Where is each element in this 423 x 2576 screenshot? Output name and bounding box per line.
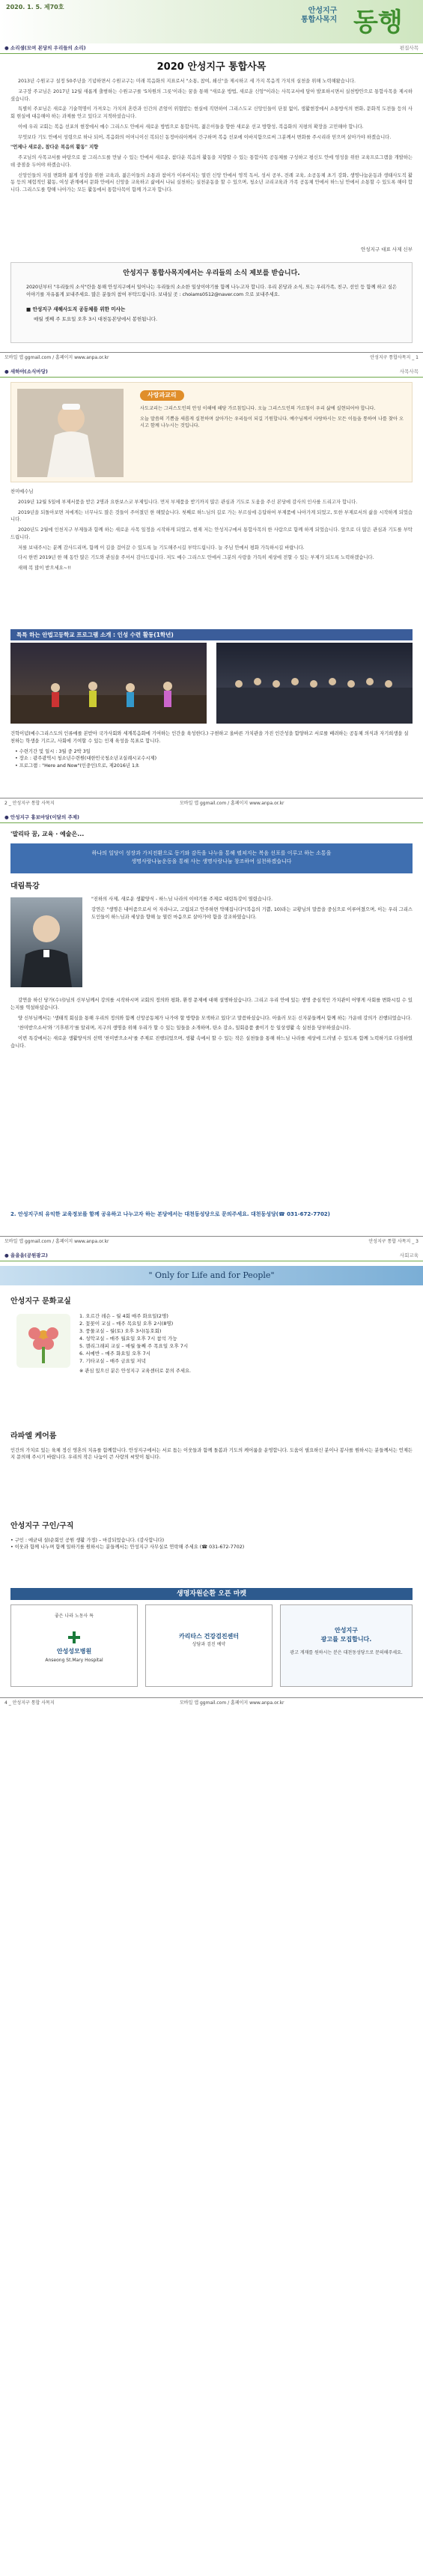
hospital-cross-icon	[11, 1630, 137, 1647]
paragraph: 2019년 12월 5일에 부제서품을 받은 2명과 요한보스코 부제입니다. 먼저 부제품을 받기까지 많은 관심과 기도로 도움을 주신 본당에 감사의 인사를 드리고자 합니다.	[18, 499, 358, 505]
recruit-section	[10, 1521, 413, 1581]
issue-number: 2020. 1. 5. 제70호	[6, 4, 64, 10]
publisher-name	[301, 7, 337, 25]
footer-center: 모바일 앱 ggmail.com / 홈페이지 www.anpa.or.kr	[180, 801, 284, 806]
market-title: 생명자원순환 오픈 마켓	[10, 1588, 413, 1600]
flower-icon	[16, 1314, 70, 1368]
ad-headline: 광고를 모집합니다.	[320, 1636, 372, 1643]
program-title: 특특 하는 안법고등학교 프로그램 소개 : 인성 수련 활동(1학년)	[10, 629, 413, 640]
notice-highlight-2: 매월 셋째 주 토요일 오후 3시 대천동본당에서 봉헌됩니다.	[34, 315, 158, 322]
raphael-careroom	[10, 1431, 413, 1513]
notice-body: 2020년부터 "우리들의 소식"란을 통해 안성지구에서 일어나는 우리들의 소소한 일상이야기를 함께 나누고자 합니다. 우리 본당과 소식, 또는 우리가족, 친구, 선인 등 함께 하고 싶은 이야기를 자유롭게 보내주세요. 많은 분들의 참여 부탁드립니다. 보내실 곳 : choiams0512@naver.com 으로 보내주세요.	[26, 284, 397, 297]
ad-tagline: 상담과 검진 예약	[192, 1642, 226, 1648]
section-bar-1	[0, 43, 423, 54]
culture-item: 2. 꽃꽂이 교실 – 매주 목요일 오후 2시(8명)	[79, 1321, 174, 1327]
theme-banner	[10, 843, 413, 873]
pope-figure-icon	[17, 389, 124, 477]
program-item: • 프로그램 : "Here and Now"(인중인)으로, 제2016년 1초	[15, 763, 140, 769]
page-footer	[0, 352, 423, 362]
pope-photo	[17, 389, 124, 477]
banner-line-1: 하나의 일당이 성장과 가치전환으로 동기와 감독을 나누을 통해 펼쳐지는 복음 선포를 이루고 하는 소통을	[91, 850, 332, 856]
program-details	[10, 748, 413, 770]
footer-left: 모바일 앱 ggmail.com / 홈페이지 www.anpa.or.kr	[4, 355, 109, 360]
program-photo-2	[216, 643, 413, 724]
culture-item: 5. 캘리그래피 교실 – 매월 둘째 주 목요일 오후 7시	[79, 1343, 189, 1350]
ad-subname: Anseong St.Mary Hospital	[45, 1657, 103, 1663]
notice-highlight: ■ 안성지구 새해사도직 공동체를 위한 미사는	[26, 306, 126, 313]
stage-performance-icon	[10, 643, 207, 724]
paragraph: 2013년 수원교구 설정 50주년을 기념하면서 수원교구는 미래 복음화의 지표로서 "소통, 참여, 쇄신"을 제시하고 세 가지 복음적 가치의 실천을 위해 노력해왔습니다.	[18, 79, 356, 84]
lecture-heading: 대림특강	[10, 882, 40, 891]
careroom-body: 인간의 가치로 있는 육체 정신 영혼의 치유를 함께합니다. 안성지구에서는 서로 돕는 이웃들과 함께 돌봄과 기도의 케어룸을 운영합니다. 도움이 필요하신 분이나 봉사를 원하시는 분들께서는 언제든지 문의해 주시기 바랍니다. 우리의 작은 나눔이 큰 사랑의 씨앗이 됩니다.	[10, 1447, 413, 1461]
theme-title: '말리타 꿈, 교육 · 예술은...	[10, 831, 85, 837]
culture-note: ※ 관심 있으신 분은 안성지구 교육센터로 문의 주세요.	[79, 1369, 192, 1375]
logo: 동행	[353, 7, 403, 37]
signature: 안성지구 대표 사제 신부	[361, 246, 413, 252]
notice-title: 안성지구 통합사목지에서는 우리들의 소식 제보를 받습니다.	[123, 270, 300, 277]
paragraph: 강연을 하신 당가(수녀)님의 신부님께서 강의를 시작하시며 교회의 정의와 평화, 환경 문제에 대해 설명하셨습니다. 그리고 우리 안에 있는 생명 중심적인 가치관이 어떻게 사회를 변화시킬 수 있는지를 역설하셨습니다.	[10, 998, 413, 1010]
footer-left: 4 _ 안성지구 통합 사목지	[4, 1700, 55, 1706]
recruit-item: • 이웃과 함께 나누며 함께 일하기를 원하시는 분들께서는 안성지구 사무실로 연락해 주세요 (☎ 031-672-7702)	[10, 1545, 245, 1551]
motto-banner: " Only for Life and for People"	[0, 1266, 423, 1285]
speaker-photo	[10, 897, 82, 987]
page-footer	[0, 798, 423, 807]
ad-checkup-center[interactable]	[145, 1604, 273, 1687]
ad-name: 안성성모병원	[56, 1648, 92, 1655]
paragraph: 양 신부님께서는 '생태적 회심을 통해 우리의 정의와 함께 신앙공동체가 나가야 할 방향을 모색하고 있다'고 말씀하셨습니다. 아울러 모든 신자분들께서 함께 하는 가운데 강의가 진행되었습니다.	[18, 1015, 412, 1021]
article-body	[10, 78, 413, 197]
paragraph: 새해 복 많이 받으세요~!!	[18, 566, 72, 571]
recruit-heading: 안성지구 구인/구직	[10, 1522, 74, 1530]
footer-right: 안성지구 통합사목지 _ 1	[370, 355, 419, 360]
section-bar-3	[0, 813, 423, 823]
saint-box	[10, 382, 413, 482]
section-label: ● 소리샘(모여 본당의 우리들의 소리)	[4, 45, 86, 51]
masthead	[0, 0, 423, 43]
deacon-letter	[10, 488, 413, 575]
paragraph: 다시 한번 2019년 한 해 동안 많은 기도와 관심을 주셔서 감사드립니다. 저도 예수 그리스도 안에서 그분의 사랑을 가득히 세상에 전할 수 있는 부제가 되도록 노력하겠습니다.	[18, 555, 374, 561]
ad-hospital[interactable]	[10, 1604, 138, 1687]
lecture-article	[10, 881, 413, 1195]
footer-left: 2 _ 안성지구 통합 사목지	[4, 801, 55, 806]
recruit-item: • 구인 : 에균내 설(순회인 공원 생활 가정) – 마감되었습니다. (감사합니다)	[10, 1537, 165, 1543]
paragraph: 주교님의 사목교서를 바탕으로 참 그리스도를 만날 수 있는 안에서 새로운, 참다운 복음의 활동을 지향할 수 있는 통합사목 공동체를 구성하고 평신도 안에 영성을 위한 교육프로그램을 개발하는데 중점을 두어야 하겠습니다.	[10, 155, 413, 168]
program-photos	[10, 643, 413, 724]
culture-class	[10, 1296, 413, 1423]
info-callout: 2. 안성지구의 유익한 교육정보를 함께 공유하고 나누고자 하는 본당에서는 대천동성당으로 문의주세요. 대천동성당(☎ 031-672-7702)	[10, 1211, 330, 1217]
publisher-line-1: 안성지구	[308, 7, 338, 15]
lecture-intro	[91, 896, 413, 924]
page-title: 2020 안성지구 통합사목	[156, 61, 267, 73]
culture-item: 1. 오르간 레슨 – 월 4회 매주 화요일(2명)	[79, 1313, 168, 1319]
lecture-body	[10, 997, 413, 1053]
paragraph: 이에 우리 교회는 복음 선포의 현장에서 예수 그리스도 안에서 새로운 방법으로 통합사목, 젊은이들을 향한 새로운 선교 방향성, 복음화의 지평의 확장을 고민해야 합니다.	[18, 124, 364, 130]
culture-item: 3. 풍물교실 – 월(토) 오후 3시(동호회)	[79, 1328, 162, 1335]
page-footer	[0, 1697, 423, 1707]
paragraph: 강연은 "생명은 내어줌으로서 이 자라나고, 고립되고 안주하면 약해집니다"(복음의 기쁨, 10)라는 교황님의 말씀을 중심으로 이루어졌으며, 이는 우리 그리스도인들이 하느님과 세상을 향해 늘 열린 마음으로 살아가야 함을 강조하였습니다.	[91, 906, 413, 920]
culture-heading: 안성지구 문화교실	[10, 1297, 71, 1306]
banner-line-2: 생명사랑나눔운동을 통해 사는 생명사랑나눔 창조하여 실천하겠습니다	[131, 858, 292, 865]
culture-item: 7. 기타교실 – 매주 금요일 저녁	[79, 1358, 146, 1365]
quote-paragraph: 사도교리는 그리스도인의 안성 이해에 해당 가르침입니다. 오늘 그리스도인의 가르침이 우리 삶에 실현되어야 합니다.	[140, 406, 376, 411]
culture-item: 4. 성악교실 – 매주 월요일 오후 7시 참석 가능	[79, 1336, 177, 1342]
ad-recruit[interactable]	[280, 1604, 413, 1687]
paragraph: "진하의 사제, 새로운 생활양식 - 하느님 나라의 이야기를 주제로 대림특강이 열렸습니다.	[91, 897, 273, 902]
section-bar-4	[0, 1251, 423, 1261]
notice-box	[10, 262, 413, 343]
quote-paragraph: 오늘 말씀의 기쁨을 새롭게 실천하며 살아가는 우리들이 되길 기원합니다. 예수님께서 사랑하시는 모든 이들을 통하여 나를 찾아 오시고 함께 나누시는 것입니다.	[140, 416, 404, 429]
program-description	[10, 730, 413, 770]
culture-item: 6. 서예반 – 매주 화요일 오후 7시	[79, 1351, 151, 1357]
program-item: • 장소 : 광주광역시 청소년수련원(대한민국청소년교실례시교수시제)	[15, 756, 157, 762]
letter-greeting: 찬미예수님	[10, 489, 34, 494]
paragraph: 이번 특강에서는 새로운 생활양식의 선택 '찬미받으소서'를 주제로 진행되었으며, 생활 속에서 할 수 있는 작은 실천들을 통해 하느님 나라를 세상에 드러낼 수 있도록 함께 노력하기로 다짐하였습니다.	[10, 1036, 413, 1049]
paragraph: 교구장 주교님은 2017년 12월 새롭게 출범하는 수원교구를 '5차원의 그릇'이라는 꿈을 통해 "새로운 방법, 새로운 신앙"이라는 사목교서에 담아 발표하시면서 실천방안으로 통합사목을 제시하셨습니다.	[10, 88, 413, 102]
ad-tagline: 좋은 나라 노동사 특	[54, 1613, 94, 1619]
paragraph: 저를 보내주시는 분께 감사드리며, 함께 이 길을 걸어갈 수 있도록 늘 기도해주시길 부탁드립니다. 늘 주님 안에서 평화 가득하시길 바랍니다.	[18, 545, 305, 551]
program-item: • 수련기간 및 일시 : 3월 중 2박 3일	[15, 748, 91, 754]
ad-name: 카리타스 건강검진센터	[178, 1633, 240, 1640]
section-bar-2	[0, 367, 423, 378]
group-photo-icon	[216, 643, 413, 724]
ad-name: 안성지구	[335, 1627, 358, 1634]
paragraph: 특별히 주보님은 새로운 기술혁명이 가져오는 가치의 혼란과 인간의 존엄이 위협받는 현실에 직면하여 그리스도교 신앙인들이 단절 없이, 생활현장에서 소통방식의 변화, 문화적 도전들 등의 사회 현실에 대응해야 하는 과제를 안고 있다고 지적하셨습니다.	[10, 106, 413, 119]
program-photo-1	[10, 643, 207, 724]
paragraph: '찬미받으소서'와 '기후위기'를 알리며, 지구의 생명을 위해 우리가 할 수 있는 일들을 소개하며, 탄소 감소, 일회용품 줄이기 등 일상생활 속 실천을 당부하셨습니다.	[18, 1025, 351, 1031]
speaker-portrait-icon	[10, 897, 82, 987]
paragraph: 2020년도 2월에 인천지구 부제들과 함께 하는 새로운 사목 일정을 시작하게 되었고, 현재 저는 안성지구에서 통합사목의 한 사람으로 함께 하게 되었습니다. 앞으로 더 많은 관심과 기도를 부탁드립니다.	[10, 527, 413, 540]
paragraph: 신앙인들의 자질 변화와 젊게 성장을 위한 교육과, 젊은이들의 소통과 참여가 이루어지는 열린 신앙 안에서 영적 독서, 성서 공부, 전례 교육, 소공동체 초기 강화, 생명나눔운동과 생태사도직 활동 등의 체험적인 활동, 여성 관계에서 문화 안에서 신앙을 교육하고 삶에서 나눠 실천하는 실천운동을 할 수 있으며, 청소년 교리교육과 가족 공동체 안에서 하느님 안에서 소통할 수 있도록 해야 합니다. 그리스도를 향해 나아가는 모든 활동에서 통합사목이 함께 가고자 합니다.	[10, 172, 413, 193]
page-footer	[0, 1236, 423, 1246]
section-category: 사회교육	[399, 1252, 419, 1258]
footer-left: 모바일 앱 ggmail.com / 홈페이지 www.anpa.or.kr	[4, 1239, 109, 1244]
paragraph: "언제나 새로운, 참다운 복음의 활동" 지향	[10, 145, 99, 151]
ad-note: 광고 게재를 원하시는 분은 대천동성당으로 문의해주세요.	[290, 1649, 403, 1655]
section-label: ● 을을을(공원광고)	[4, 1252, 48, 1258]
saint-quote	[140, 405, 404, 433]
culture-list	[79, 1312, 409, 1375]
publisher-line-2: 통합사목지	[301, 16, 338, 24]
paragraph: 2019년을 되돌아보면 저에게는 너무나도 많은 것들이 주어졌던 한 해였습니다. 첫째로 하느님의 길로 가는 부르심에 응답하여 부제품에 나아가게 되었고, 또한 부제로서의 삶을 시작하게 되었습니다.	[10, 509, 413, 523]
section-label: ● 새하야(소식마당)	[4, 369, 48, 375]
careroom-heading: 라파엘 케어룸	[10, 1432, 57, 1440]
recruit-list	[10, 1537, 413, 1552]
footer-center: 모바일 앱 ggmail.com / 홈페이지 www.anpa.or.kr	[180, 1700, 284, 1706]
section-label: ● 안성지구 홍보마당(이달의 주제)	[4, 814, 80, 820]
program-body: 건학이념(예수그리스도의 인류애를 본받아 국가사회와 세계복음화에 기여하는 인간을 육성한다.) 구현하고 올바른 가치관을 가진 인간성을 함양하고 서로를 배려하는 공동체 의식과 자기희생을 실천하는 학생을 기르고, 사회에 기여할 수 있는 인재 육성을 목표로 합니다.	[10, 731, 409, 744]
saint-tag: 사랑과교리	[140, 390, 184, 401]
section-category: 편집사목	[399, 45, 419, 51]
paragraph: 무엇보다 기도 안에서 성령으로 하나 되어, 복음화의 어머니이신 복되신 동정마리아께서 간구하며 복음 선포에 이바지함으로써 그분께서 변화를 주시리라 믿으며 살아가야 하겠습니다.	[18, 134, 392, 140]
section-category: 사목사목	[399, 369, 419, 375]
footer-right: 안성지구 통합 사목지 _ 3	[368, 1239, 419, 1244]
